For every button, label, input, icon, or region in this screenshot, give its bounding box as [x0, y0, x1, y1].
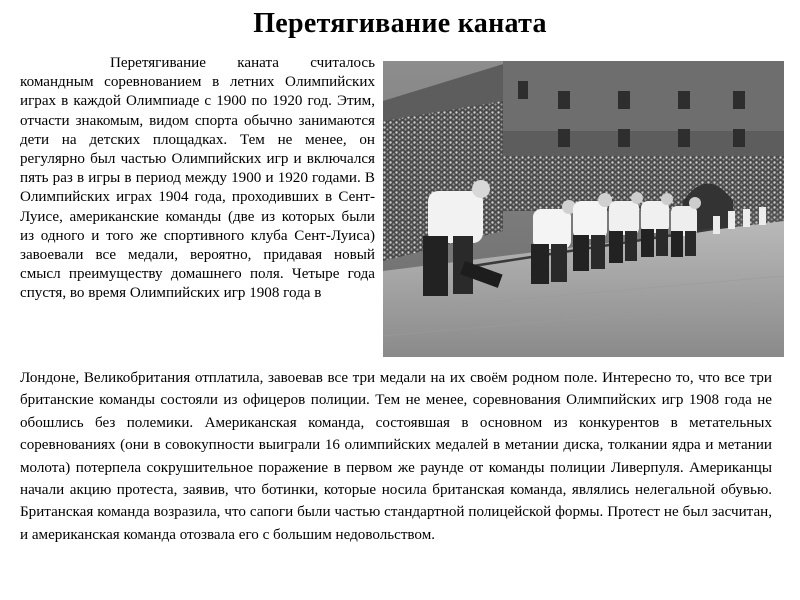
intro-paragraph: Перетягивание каната считалось командным соревнованием в летних Олимпийских играх в каждой Олимпиаде с 1900 по 1920 год. Этим, отчасти знакомым, видом спорта обычно занимаются дети на детских площадках. Тем не менее, он регулярно был частью Олимпийских игр и включался пять раз в игры в период между 1900 и 1920 годами. В Олимпийских играх 1904 года, проходивших в Сент-Луисе, американские команды (две из которых были из одного и того же спортивного клуба Сент-Луиса) завоевали все медали, вероятно, придавая новый смысл преимуществу домашнего поля. Четыре года спустя, во время Олимпийских игр 1908 года в [20, 55, 375, 302]
continuation-paragraph: Лондоне, Великобритания отплатила, завоевав все три медали на их своём родном поле. Интересно то, что все три британские команды состояли из офицеров полиции. Тем не менее, соревнования Олимпийских игр 1908 года не обошлись без полемики. Американская команда, состоявшая в основном из конкурентов в метательных соревнованиях (они в совокупности выиграли 16 олимпийских медалей в метании диска, толкании ядра и метании молота) потерпела сокрушительное поражение в первом же раунде от команды полиции Ливерпуля. Американцы начали акцию протеста, заявив, что ботинки, которые носила британская команда, являлись нелегальной обувью. Британская команда возразила, что сапоги были частью стандартной полицейской формы. Протест не был засчитан, и американская команда отозвала его с большим недовольством. [20, 370, 772, 543]
page-title: Перетягивание каната [253, 8, 547, 39]
tug-of-war-photo [383, 61, 784, 357]
